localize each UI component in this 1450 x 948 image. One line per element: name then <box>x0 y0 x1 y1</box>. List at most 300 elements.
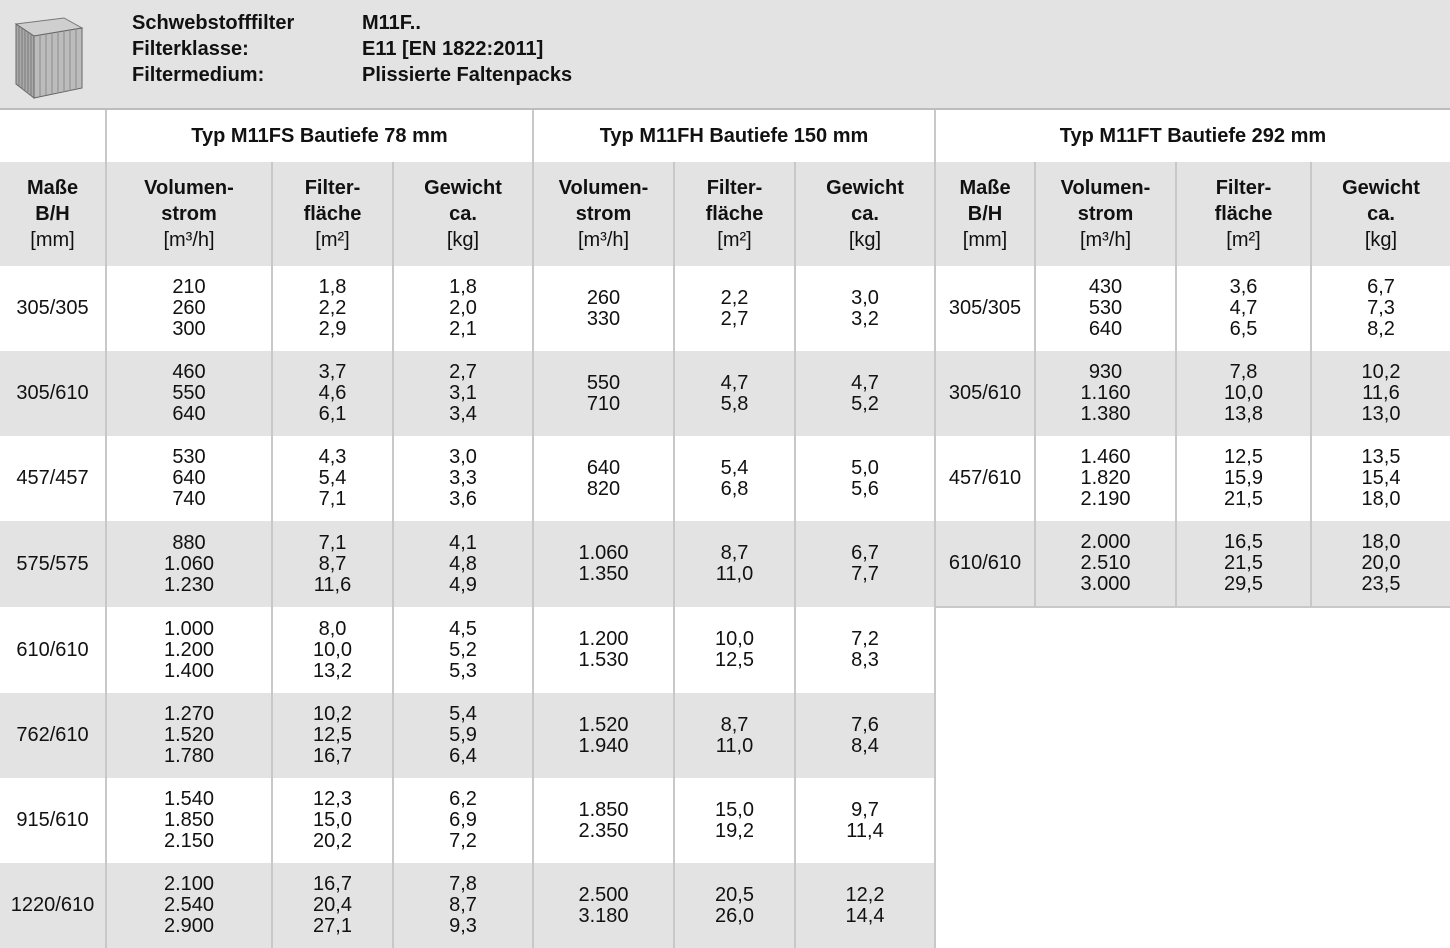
fs-volume-cell <box>106 693 272 778</box>
value-line: 11,0 <box>715 563 754 585</box>
value-line: 2,9 <box>318 318 347 340</box>
empty-cell <box>1035 693 1176 778</box>
value-line: 1.530 <box>578 649 629 671</box>
fh-weight-cell <box>795 266 935 351</box>
fs-volume-cell <box>106 778 272 863</box>
value-line: 1,8 <box>318 276 347 298</box>
fh-area-cell <box>674 863 795 948</box>
column-header-flaeche <box>272 162 393 266</box>
value-line: 2,2 <box>720 286 749 309</box>
fs-area-cell <box>272 266 393 351</box>
value-line: 15,4 <box>1361 467 1401 489</box>
value-line: 26,0 <box>715 904 754 927</box>
value-line: 3,6 <box>1229 276 1258 298</box>
empty-cell <box>1311 863 1450 948</box>
value-line: 5,4 <box>318 467 347 489</box>
value-line: 16,7 <box>313 745 352 767</box>
empty-cell <box>1176 863 1311 948</box>
fs-weight-cell <box>393 351 533 436</box>
value-line: 16,5 <box>1224 531 1263 553</box>
value-line: 20,0 <box>1361 552 1401 574</box>
value-line: 27,1 <box>313 915 352 937</box>
value-line: 820 <box>586 477 621 500</box>
value-line: 10,0 <box>313 638 352 661</box>
fh-volume-cell <box>533 266 674 351</box>
column-header-line: [m²] <box>1226 229 1261 251</box>
fh-area-cell <box>674 693 795 778</box>
fs-weight-cell <box>393 266 533 351</box>
value-line: 21,5 <box>1224 488 1263 510</box>
value-line: 300 <box>172 318 206 340</box>
value-line: 1.380 <box>1080 403 1131 425</box>
value-line: 1.850 <box>578 798 629 821</box>
value-line: 15,0 <box>715 798 754 821</box>
value-line: 7,1 <box>318 531 347 554</box>
ft-area-cell <box>1176 436 1311 521</box>
value-line: 10,0 <box>1224 382 1263 404</box>
fh-area-cell <box>674 521 795 607</box>
filter-spec-table <box>0 110 1450 948</box>
fh-volume-cell <box>533 607 674 693</box>
empty-cell <box>935 863 1035 948</box>
fh-weight-cell <box>795 693 935 778</box>
group-title-ft: Typ M11FT Bautiefe 292 mm <box>935 110 1450 162</box>
value-line: 1.350 <box>578 563 629 585</box>
value-line: 7,7 <box>851 563 879 585</box>
fh-area-cell <box>674 607 795 693</box>
column-header-volumen <box>106 162 272 266</box>
table-row <box>0 351 1450 436</box>
value-line: 2.100 <box>163 873 215 895</box>
value-line: 1.820 <box>1080 467 1131 489</box>
fs-area-cell <box>272 693 393 778</box>
fs-volume-cell <box>106 436 272 521</box>
value-line: 5,2 <box>851 392 879 415</box>
value-line: 19,2 <box>715 819 754 842</box>
size-cell: 457/457 <box>0 436 106 521</box>
value-line: 1.200 <box>578 628 629 650</box>
value-line: 3,2 <box>851 307 879 330</box>
header-row-medium <box>132 62 572 88</box>
column-header-line: [m³/h] <box>163 229 215 251</box>
column-header-line: Gewicht <box>1342 177 1420 199</box>
value-line: 3.000 <box>1080 573 1131 595</box>
value-line: 710 <box>586 392 621 415</box>
value-line: 6,4 <box>449 745 477 767</box>
size-cell: 915/610 <box>0 778 106 863</box>
fs-area-cell <box>272 351 393 436</box>
column-header-flaeche <box>674 162 795 266</box>
fs-volume-cell <box>106 266 272 351</box>
ft-area-cell <box>1176 351 1311 436</box>
value-line: 5,0 <box>851 456 879 479</box>
value-line: 8,7 <box>720 713 749 736</box>
size-cell: 305/305 <box>0 266 106 351</box>
column-header-line: B/H <box>967 203 1003 225</box>
value-line: 2,7 <box>720 307 749 330</box>
column-header-line: [m²] <box>717 229 752 251</box>
fs-area-cell <box>272 436 393 521</box>
fh-weight-cell <box>795 607 935 693</box>
fs-area-cell <box>272 521 393 607</box>
empty-cell <box>935 693 1035 778</box>
value-line: 20,5 <box>715 883 754 906</box>
fs-weight-cell <box>393 863 533 948</box>
value-line: 5,9 <box>449 724 477 746</box>
value-line: 930 <box>1088 361 1123 383</box>
value-line: 1.540 <box>163 788 215 810</box>
value-line: 7,2 <box>851 628 879 650</box>
column-header-row <box>0 162 1450 266</box>
fh-area-cell <box>674 778 795 863</box>
group-header-row <box>0 110 1450 162</box>
empty-cell <box>1176 607 1311 693</box>
value-line: 260 <box>172 297 206 319</box>
value-line: 13,5 <box>1361 446 1401 468</box>
fh-volume-cell <box>533 778 674 863</box>
value-line: 3.180 <box>578 904 629 927</box>
header-label: Schwebstofffilter <box>132 12 295 34</box>
fs-weight-cell <box>393 693 533 778</box>
value-line: 4,3 <box>318 446 347 468</box>
column-header-line: B/H <box>35 203 70 225</box>
fs-weight-cell <box>393 778 533 863</box>
value-line: 9,3 <box>449 915 477 937</box>
empty-cell <box>1035 607 1176 693</box>
value-line: 18,0 <box>1361 488 1401 510</box>
empty-cell <box>1176 693 1311 778</box>
value-line: 7,2 <box>449 830 477 852</box>
fh-area-cell <box>674 436 795 521</box>
column-header-masse <box>0 162 106 266</box>
value-line: 5,4 <box>449 703 477 725</box>
value-line: 10,0 <box>715 628 754 650</box>
header-row-filter <box>132 10 421 36</box>
value-line: 6,5 <box>1229 318 1258 340</box>
fh-volume-cell <box>533 863 674 948</box>
table-row <box>0 778 1450 863</box>
column-header-line: ca. <box>449 203 477 225</box>
value-line: 11,6 <box>313 573 352 596</box>
value-line: 640 <box>172 467 206 489</box>
column-header-line: ca. <box>851 203 879 225</box>
filter-product-image <box>10 14 88 100</box>
empty-cell <box>1311 693 1450 778</box>
value-line: 6,7 <box>1367 276 1395 298</box>
fs-volume-cell <box>106 863 272 948</box>
column-header-line: [kg] <box>446 229 480 251</box>
value-line: 7,8 <box>1229 361 1258 383</box>
value-line: 1.000 <box>163 617 215 640</box>
fs-weight-cell <box>393 436 533 521</box>
value-line: 8,4 <box>851 734 879 757</box>
empty-cell <box>1176 778 1311 863</box>
column-header-line: Maße <box>959 177 1011 199</box>
value-line: 7,1 <box>318 488 347 510</box>
column-header-line: Filter- <box>706 177 763 199</box>
value-line: 21,5 <box>1224 552 1263 574</box>
value-line: 9,7 <box>851 798 879 821</box>
value-line: 4,9 <box>449 573 477 596</box>
corner-cell <box>0 110 106 162</box>
value-line: 2.510 <box>1080 552 1131 574</box>
fh-volume-cell <box>533 521 674 607</box>
ft-weight-cell <box>1311 436 1450 521</box>
column-header-gewicht <box>1311 162 1450 266</box>
fh-weight-cell <box>795 521 935 607</box>
value-line: 3,7 <box>318 361 347 383</box>
value-line: 7,6 <box>851 713 879 736</box>
fh-area-cell <box>674 351 795 436</box>
value-line: 8,0 <box>318 617 347 640</box>
ft-volume-cell <box>1035 266 1176 351</box>
value-line: 4,7 <box>851 371 879 394</box>
value-line: 10,2 <box>313 703 352 725</box>
value-line: 2.540 <box>163 894 215 916</box>
value-line: 2.150 <box>163 830 215 852</box>
value-line: 16,7 <box>313 873 352 895</box>
value-line: 3,3 <box>449 467 477 489</box>
header-value: E11 [EN 1822:2011] <box>362 38 544 60</box>
value-line: 1.780 <box>163 745 215 767</box>
fh-weight-cell <box>795 351 935 436</box>
header-row-class <box>132 36 543 62</box>
value-line: 1,8 <box>449 276 477 298</box>
value-line: 260 <box>586 286 621 309</box>
value-line: 6,8 <box>720 477 749 500</box>
value-line: 2.500 <box>578 883 629 906</box>
value-line: 330 <box>586 307 621 330</box>
column-header-line: [m²] <box>315 229 350 251</box>
value-line: 1.270 <box>163 703 215 725</box>
value-line: 550 <box>586 371 621 394</box>
column-header-line: Maße <box>26 177 79 199</box>
header-label: Filtermedium: <box>132 64 265 86</box>
value-line: 1.060 <box>163 552 215 575</box>
fs-area-cell <box>272 863 393 948</box>
value-line: 7,3 <box>1367 297 1395 319</box>
value-line: 5,2 <box>449 638 477 661</box>
fh-area-cell <box>674 266 795 351</box>
empty-cell <box>1035 863 1176 948</box>
column-header-line: ca. <box>1367 203 1395 225</box>
column-header-line: Volumen- <box>558 177 649 199</box>
value-line: 20,2 <box>313 830 352 852</box>
fs-volume-cell <box>106 351 272 436</box>
ft-volume-cell <box>1035 436 1176 521</box>
table-row <box>0 436 1450 521</box>
value-line: 1.940 <box>578 734 629 757</box>
empty-cell <box>1311 778 1450 863</box>
ft-size-cell: 305/305 <box>935 266 1035 351</box>
fs-weight-cell <box>393 521 533 607</box>
fs-area-cell <box>272 607 393 693</box>
ft-area-cell <box>1176 521 1311 607</box>
fs-weight-cell <box>393 607 533 693</box>
table-row <box>0 863 1450 948</box>
empty-cell <box>935 607 1035 693</box>
value-line: 2.900 <box>163 915 215 937</box>
value-line: 880 <box>172 531 206 554</box>
fh-volume-cell <box>533 436 674 521</box>
value-line: 4,6 <box>318 382 347 404</box>
ft-size-cell: 610/610 <box>935 521 1035 607</box>
value-line: 20,4 <box>313 894 352 916</box>
fh-weight-cell <box>795 863 935 948</box>
value-line: 530 <box>1088 297 1123 319</box>
value-line: 4,8 <box>449 552 477 575</box>
empty-cell <box>1035 778 1176 863</box>
table-row <box>0 266 1450 351</box>
value-line: 12,5 <box>1224 446 1263 468</box>
group-title-fs: Typ M11FS Bautiefe 78 mm <box>106 110 533 162</box>
value-line: 2,7 <box>449 361 477 383</box>
column-header-line: [mm] <box>962 229 1008 251</box>
ft-weight-cell <box>1311 351 1450 436</box>
value-line: 8,7 <box>449 894 477 916</box>
value-line: 6,7 <box>851 542 879 564</box>
column-header-line: Gewicht <box>424 177 502 199</box>
column-header-line: Filter- <box>304 177 361 199</box>
value-line: 12,3 <box>313 788 352 810</box>
column-header-line: [m³/h] <box>1079 229 1132 251</box>
column-header-line: strom <box>575 203 632 225</box>
value-line: 3,6 <box>449 488 477 510</box>
value-line: 5,3 <box>449 659 477 682</box>
value-line: 1.460 <box>1080 446 1131 468</box>
ft-size-cell: 457/610 <box>935 436 1035 521</box>
value-line: 3,0 <box>851 286 879 309</box>
value-line: 14,4 <box>845 904 885 927</box>
value-line: 11,4 <box>846 819 884 842</box>
group-title-fh: Typ M11FH Bautiefe 150 mm <box>533 110 935 162</box>
value-line: 1.400 <box>163 659 215 682</box>
value-line: 12,5 <box>313 724 352 746</box>
value-line: 2.000 <box>1080 531 1131 553</box>
value-line: 3,1 <box>449 382 477 404</box>
fs-volume-cell <box>106 521 272 607</box>
value-line: 6,9 <box>449 809 477 831</box>
ft-volume-cell <box>1035 351 1176 436</box>
value-line: 2.350 <box>578 819 629 842</box>
column-header-line: [kg] <box>848 229 882 251</box>
value-line: 13,0 <box>1361 403 1401 425</box>
value-line: 640 <box>586 456 621 479</box>
ft-weight-cell <box>1311 266 1450 351</box>
value-line: 1.200 <box>163 638 215 661</box>
size-cell: 305/610 <box>0 351 106 436</box>
value-line: 23,5 <box>1361 573 1401 595</box>
size-cell: 610/610 <box>0 607 106 693</box>
value-line: 15,0 <box>313 809 352 831</box>
value-line: 1.520 <box>163 724 215 746</box>
column-header-line: strom <box>1077 203 1134 225</box>
value-line: 6,1 <box>318 403 347 425</box>
value-line: 4,7 <box>720 371 749 394</box>
value-line: 13,8 <box>1224 403 1263 425</box>
value-line: 1.060 <box>578 542 629 564</box>
product-header <box>0 0 1450 110</box>
ft-size-cell: 305/610 <box>935 351 1035 436</box>
value-line: 7,8 <box>449 873 477 895</box>
value-line: 6,2 <box>449 788 477 810</box>
header-value: M11F.. <box>362 12 421 34</box>
value-line: 1.850 <box>163 809 215 831</box>
size-cell: 575/575 <box>0 521 106 607</box>
empty-cell <box>1311 607 1450 693</box>
value-line: 18,0 <box>1361 531 1401 553</box>
column-header-volumen <box>1035 162 1176 266</box>
empty-cell <box>935 778 1035 863</box>
column-header-line: Gewicht <box>826 177 904 199</box>
value-line: 5,6 <box>851 477 879 500</box>
column-header-line: [m³/h] <box>577 229 630 251</box>
value-line: 10,2 <box>1361 361 1401 383</box>
value-line: 1.230 <box>163 573 215 596</box>
value-line: 740 <box>172 488 206 510</box>
table-row <box>0 693 1450 778</box>
column-header-line: fläche <box>705 203 764 225</box>
ft-area-cell <box>1176 266 1311 351</box>
column-header-volumen <box>533 162 674 266</box>
size-cell: 762/610 <box>0 693 106 778</box>
value-line: 5,8 <box>720 392 749 415</box>
value-line: 5,4 <box>720 456 749 479</box>
fh-weight-cell <box>795 436 935 521</box>
value-line: 640 <box>1088 318 1123 340</box>
value-line: 4,5 <box>449 617 477 640</box>
fs-area-cell <box>272 778 393 863</box>
column-header-line: fläche <box>1214 203 1273 225</box>
column-header-line: Volumen- <box>1060 177 1151 199</box>
table-row <box>0 607 1450 693</box>
value-line: 530 <box>172 446 206 468</box>
value-line: 29,5 <box>1224 573 1263 595</box>
column-header-line: [mm] <box>30 229 75 251</box>
value-line: 8,2 <box>1367 318 1395 340</box>
fh-weight-cell <box>795 778 935 863</box>
ft-volume-cell <box>1035 521 1176 607</box>
column-header-line: fläche <box>303 203 362 225</box>
value-line: 2,1 <box>449 318 477 340</box>
fs-volume-cell <box>106 607 272 693</box>
size-cell: 1220/610 <box>0 863 106 948</box>
value-line: 12,5 <box>715 649 754 671</box>
value-line: 11,0 <box>715 734 754 757</box>
value-line: 430 <box>1088 276 1123 298</box>
column-header-gewicht <box>795 162 935 266</box>
column-header-flaeche <box>1176 162 1311 266</box>
value-line: 2,2 <box>318 297 347 319</box>
value-line: 4,7 <box>1229 297 1258 319</box>
column-header-line: [kg] <box>1364 229 1398 251</box>
value-line: 1.520 <box>578 713 629 736</box>
value-line: 11,6 <box>1362 382 1400 404</box>
column-header-gewicht <box>393 162 533 266</box>
value-line: 640 <box>172 403 206 425</box>
value-line: 8,3 <box>851 649 879 671</box>
value-line: 460 <box>172 361 206 383</box>
header-value: Plissierte Faltenpacks <box>362 64 573 86</box>
ft-weight-cell <box>1311 521 1450 607</box>
value-line: 15,9 <box>1224 467 1263 489</box>
fh-volume-cell <box>533 351 674 436</box>
value-line: 1.160 <box>1080 382 1131 404</box>
value-line: 3,4 <box>449 403 477 425</box>
value-line: 8,7 <box>720 542 749 564</box>
fh-volume-cell <box>533 693 674 778</box>
column-header-masse <box>935 162 1035 266</box>
